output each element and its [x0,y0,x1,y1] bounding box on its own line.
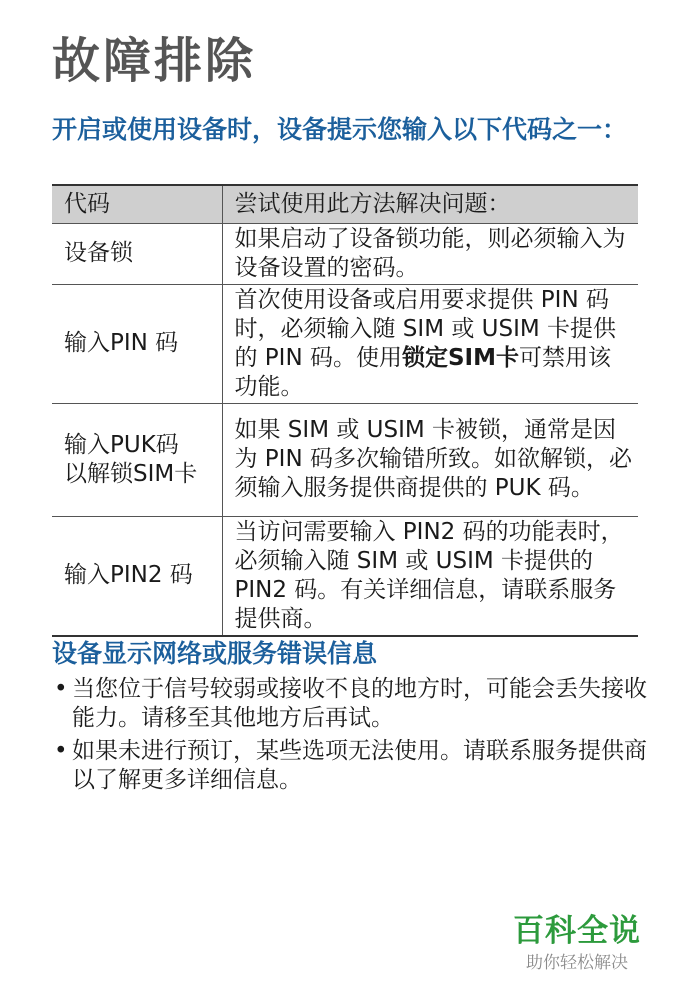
code-table [52,184,638,637]
code-cell: 输入PIN2 码 [52,516,222,636]
table-header-row [52,185,638,223]
table-row [52,284,638,403]
page-title: 故障排除 [52,33,257,89]
method-cell [222,403,638,516]
code-cell: 设备锁 [52,223,222,284]
watermark-subtitle: 助你轻松解决 [526,953,628,973]
method-cell [222,223,638,284]
method-text: 如果 SIM 或 USIM 卡被锁，通常是因为 PIN 码多次输错所致。如欲解锁，必须输入服务提供商提供的 PUK 码。 [234,417,632,501]
list-item-text: 当您位于信号较弱或接收不良的地方时，可能会丢失接收能力。请移至其他地方后再试。 [72,676,647,731]
bullet-icon: • [54,738,68,764]
list-item-text: 如果未进行预订，某些选项无法使用。请联系服务提供商以了解更多详细信息。 [72,738,647,793]
column-header-method: 尝试使用此方法解决问题： [222,185,638,223]
table-row [52,516,638,636]
bullet-icon: • [54,676,68,702]
table-row [52,403,638,516]
method-text: 如果启动了设备锁功能，则必须输入为设备设置的密码。 [234,225,626,281]
section-heading-network-errors: 设备显示网络或服务错误信息 [52,639,378,668]
watermark-title: 百科全说 [513,913,641,949]
section-heading-codes: 开启或使用设备时，设备提示您输入以下代码之一： [52,115,628,144]
list-item [52,737,652,795]
method-text-bold: 锁定SIM卡 [401,344,519,371]
list-item [52,675,652,733]
table-row [52,223,638,284]
bullet-list [52,675,652,799]
method-text-tail: 可禁用该功能。 [234,344,611,400]
column-header-code: 代码 [52,185,222,223]
method-cell [222,284,638,403]
method-cell [222,516,638,636]
method-text: 当访问需要输入 PIN2 码的功能表时，必须输入随 SIM 或 USIM 卡提供的 PIN2 码。有关详细信息，请联系服务提供商。 [234,518,624,632]
method-text: 首次使用设备或启用要求提供 PIN 码时，必须输入随 SIM 或 USIM 卡提供的 PIN 码。使用 [234,286,617,371]
code-cell: 输入PUK码 以解锁SIM卡 [52,403,222,516]
code-cell: 输入PIN 码 [52,284,222,403]
watermark-logo [512,911,642,975]
